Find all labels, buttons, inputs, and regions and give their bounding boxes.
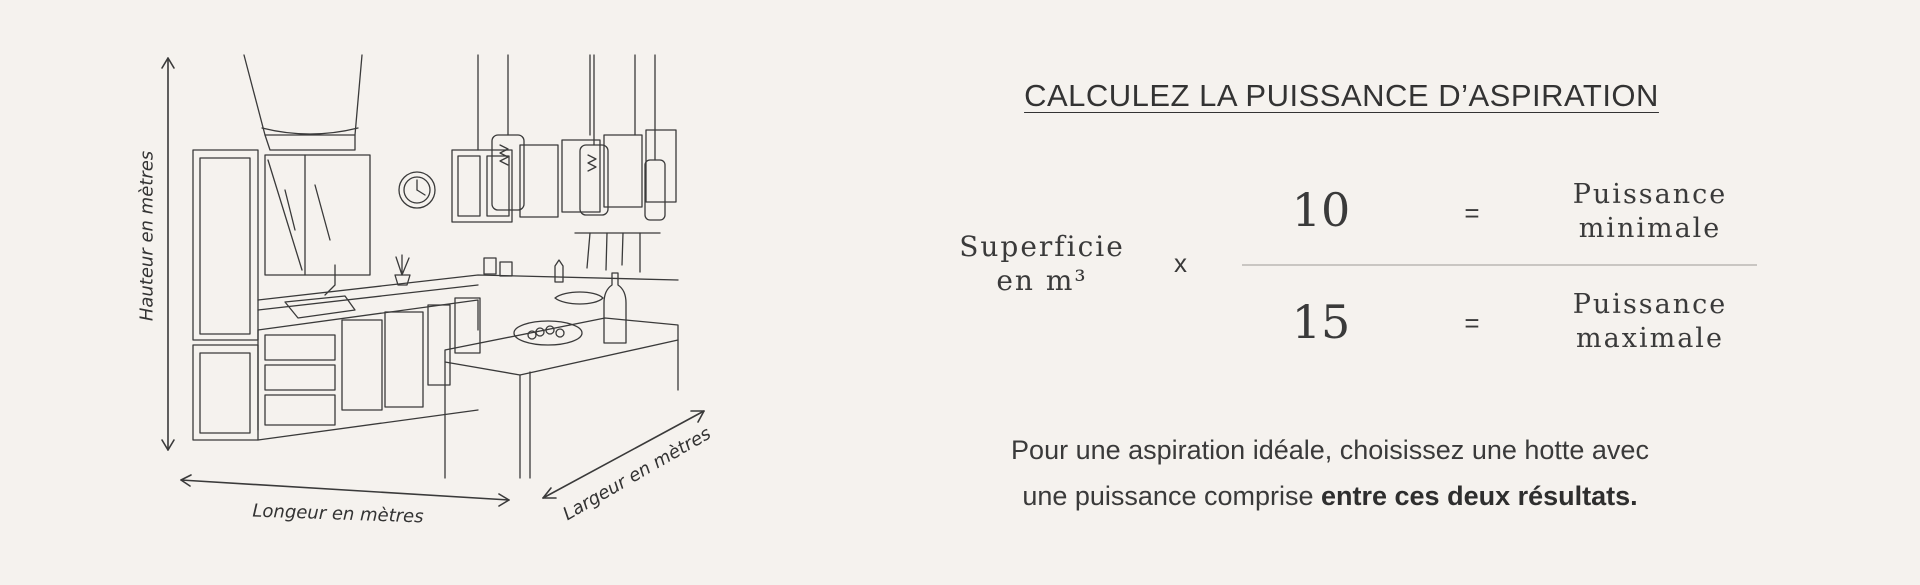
kitchen-illustration (0, 0, 760, 580)
factor-min: 10 (1291, 183, 1351, 237)
recommendation-line2-bold: entre ces deux résultats. (1321, 481, 1638, 511)
surface-line2: en m³ (996, 264, 1088, 297)
formula-divider (1242, 264, 1757, 266)
factor-max: 15 (1291, 295, 1351, 349)
surface-term (942, 230, 1142, 298)
length-arrow-icon (181, 475, 509, 506)
equals-sign-max: = (1464, 308, 1480, 338)
height-label: Hauteur en mètres (136, 150, 158, 322)
width-label: Largeur en mètres (559, 423, 715, 525)
page-title: CALCULEZ LA PUISSANCE D’ASPIRATION (1024, 78, 1659, 113)
recommendation-text (915, 427, 1745, 519)
equals-sign-min: = (1464, 198, 1480, 228)
recommendation-line2 (915, 473, 1745, 519)
result-max-line2: maximale (1576, 323, 1724, 354)
result-min-line2: minimale (1578, 213, 1722, 244)
multiply-sign: x (1174, 248, 1187, 278)
length-label: Longeur en mètres (252, 500, 424, 528)
result-max (1530, 288, 1770, 356)
height-arrow-icon (162, 58, 174, 450)
kitchen-sketch-icon (0, 0, 760, 580)
result-min-line1: Puissance (1572, 179, 1728, 210)
recommendation-line2-prefix: une puissance comprise (1022, 481, 1321, 511)
result-max-line1: Puissance (1572, 289, 1728, 320)
recommendation-line1: Pour une aspiration idéale, choisissez une hotte avec (1011, 435, 1649, 465)
result-min (1530, 178, 1770, 246)
surface-line1: Superficie (959, 230, 1125, 263)
